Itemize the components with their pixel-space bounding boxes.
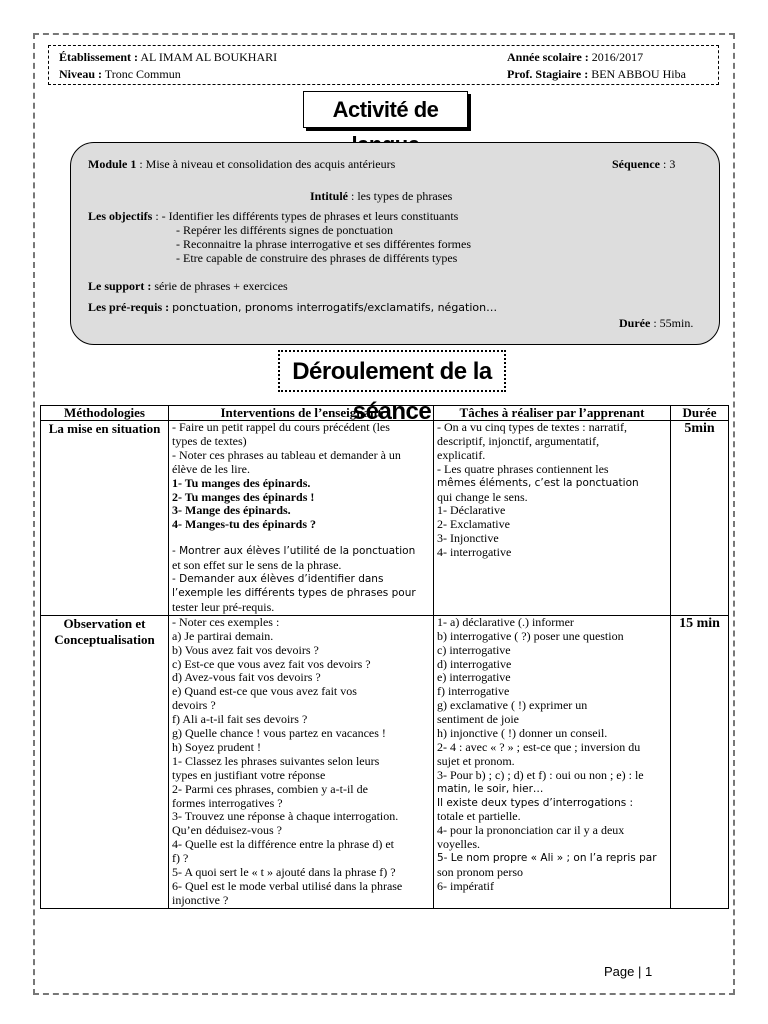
col-header-taches: Tâches à réaliser par l’apprenant (434, 406, 671, 421)
text-line: matin, le soir, hier… (437, 782, 544, 795)
duree-cell: 15 min (671, 615, 729, 908)
col-header-duree: Durée (671, 406, 729, 421)
support-line: Le support : série de phrases + exercices (88, 279, 288, 293)
text-line: d) Avez-vous fait vos devoirs ? (172, 670, 321, 685)
methodologie-cell: La mise en situation (41, 421, 169, 616)
text-line: tester leur pré-requis. (172, 599, 275, 614)
text-line: sentiment de joie (437, 712, 519, 727)
text-line: 5- A quoi sert le « t » ajouté dans la phrase f) ? (172, 865, 396, 880)
prerequis-line: Les pré-requis : ponctuation, pronoms interrogatifs/exclamatifs, négation… (88, 300, 498, 314)
text-line: totale et partielle. (437, 809, 521, 824)
text-line: devoirs ? (172, 698, 216, 713)
text-line: 2- 4 : avec « ? » ; est-ce que ; inversion du (437, 739, 641, 754)
text-line: 3- Pour b) ; c) ; d) et f) : oui ou non ; e) : le (437, 767, 644, 782)
col-header-interventions: Interventions de l’enseignant (169, 406, 434, 421)
text-line: types de textes) (172, 433, 247, 448)
text-line: 1- Déclarative (437, 503, 506, 518)
text-line: - Noter ces exemples : (172, 614, 280, 629)
objectif-item: - Repérer les différents signes de ponctuation (176, 223, 394, 237)
text-line: f) Ali a-t-il fait ses devoirs ? (172, 712, 308, 727)
text-line: f) interrogative (437, 684, 510, 699)
text-line: 6- impératif (437, 879, 494, 893)
text-line: 4- interrogative (437, 545, 512, 560)
page-title: Activité de (303, 91, 468, 128)
page-number: 1 (645, 964, 653, 979)
lesson-table (40, 405, 729, 909)
methodologie-cell: Observation et Conceptualisation (41, 615, 169, 908)
teacher-cell (169, 615, 434, 908)
text-line: types en justifiant votre réponse (172, 767, 326, 782)
text-line: 2- Exclamative (437, 517, 510, 532)
teacher-cell (169, 421, 434, 616)
text-line: d) interrogative (437, 656, 512, 671)
text-line: c) interrogative (437, 642, 511, 657)
text-line: 5- Le nom propre « Ali » ; on l’a repris par (437, 852, 657, 865)
student-cell (434, 615, 671, 908)
objectifs-line: Les objectifs : - Identifier les différents types de phrases et leurs constituants (88, 209, 459, 223)
text-line: g) Quelle chance ! vous partez en vacances ! (172, 726, 386, 741)
text-line: formes interrogatives ? (172, 795, 283, 810)
annee-line: Année scolaire : 2016/2017 (507, 50, 644, 64)
text-line: e) interrogative (437, 670, 511, 685)
niveau-line: Niveau : Tronc Commun (59, 67, 181, 81)
objectif-item: - Etre capable de construire des phrases de différents types (176, 251, 458, 265)
text-line: voyelles. (437, 837, 480, 852)
example-phrase: 1- Tu manges des épinards. (172, 475, 311, 490)
duree-cell: 5min (671, 421, 729, 616)
page-label: Page (604, 964, 635, 979)
text-line: h) Soyez prudent ! (172, 739, 261, 754)
text-line: - On a vu cinq types de textes : narratif, (437, 420, 627, 434)
text-line: f) ? (172, 851, 189, 866)
module-box (70, 142, 720, 345)
text-line: Qu’en déduisez-vous ? (172, 823, 282, 838)
col-header-methodologies: Méthodologies (41, 406, 169, 421)
text-line: 1- a) déclarative (.) informer (437, 614, 574, 629)
text-line: et son effet sur le sens de la phrase. (172, 558, 342, 573)
example-phrase: 2- Tu manges des épinards ! (172, 489, 315, 504)
example-phrase: 3- Mange des épinards. (172, 503, 291, 518)
text-line: 2- Parmi ces phrases, combien y a-t-il de (172, 781, 368, 796)
prof-line: Prof. Stagiaire : BEN ABBOU Hiba (507, 67, 686, 81)
text-line: explicatif. (437, 447, 486, 462)
sequence-line: Séquence : 3 (612, 157, 676, 171)
etablissement-line: Établissement : AL IMAM AL BOUKHARI (59, 50, 278, 64)
objectif-item: - Reconnaitre la phrase interrogative et ses différentes formes (176, 237, 471, 251)
text-line: - Montrer aux élèves l’utilité de la ponctuation (172, 545, 416, 558)
page-separator: | (638, 964, 642, 979)
spacer (172, 532, 430, 545)
text-line: 1- Classez les phrases suivantes selon leurs (172, 753, 380, 768)
text-line: b) Vous avez fait vos devoirs ? (172, 642, 319, 657)
text-line: h) injonctive ( !) donner un conseil. (437, 726, 608, 741)
text-line: Il existe deux types d’interrogations : (437, 796, 634, 809)
text-line: g) exclamative ( !) exprimer un (437, 698, 588, 713)
table-row (41, 421, 729, 616)
text-line: qui change le sens. (437, 489, 528, 504)
text-line: élève de les lire. (172, 461, 250, 476)
text-line: 3- Trouvez une réponse à chaque interrogation. (172, 809, 399, 824)
text-line: a) Je partirai demain. (172, 628, 274, 643)
duree-line: Durée : 55min. (619, 316, 694, 330)
text-line: e) Quand est-ce que vous avez fait vos (172, 684, 357, 699)
text-line: descriptif, injonctif, argumentatif, (437, 433, 600, 448)
text-line: 6- Quel est le mode verbal utilisé dans la phrase (172, 879, 403, 893)
intitule-line: Intitulé : les types de phrases (310, 189, 453, 203)
text-line: 4- Quelle est la différence entre la phrase d) et (172, 837, 394, 852)
section-title: Déroulement de la séance (278, 350, 506, 392)
table-header-row (41, 406, 729, 421)
text-line: - Les quatre phrases contiennent les (437, 461, 609, 476)
module-line: Module 1 : Mise à niveau et consolidation des acquis antérieurs (88, 157, 396, 171)
example-phrase: 4- Manges-tu des épinards ? (172, 517, 317, 532)
text-line: - Faire un petit rappel du cours précédent (les (172, 420, 390, 434)
text-line: - Demander aux élèves d’identifier dans (172, 573, 384, 586)
page-footer (604, 964, 652, 979)
text-line: - Noter ces phrases au tableau et demander à un (172, 447, 401, 462)
text-line: sujet et pronom. (437, 753, 515, 768)
text-line: 3- Injonctive (437, 531, 499, 546)
text-line: l’exemple les différents types de phrases pour (172, 586, 416, 599)
text-line: son pronom perso (437, 865, 523, 880)
text-line: 4- pour la prononciation car il y a deux (437, 823, 625, 838)
text-line: injonctive ? (172, 892, 229, 907)
table-row (41, 615, 729, 908)
student-cell (434, 421, 671, 616)
text-line: c) Est-ce que vous avez fait vos devoirs ? (172, 656, 371, 671)
header-box (48, 45, 719, 85)
text-line: b) interrogative ( ?) poser une question (437, 628, 624, 643)
text-line: mêmes éléments, c’est la ponctuation (437, 476, 639, 489)
